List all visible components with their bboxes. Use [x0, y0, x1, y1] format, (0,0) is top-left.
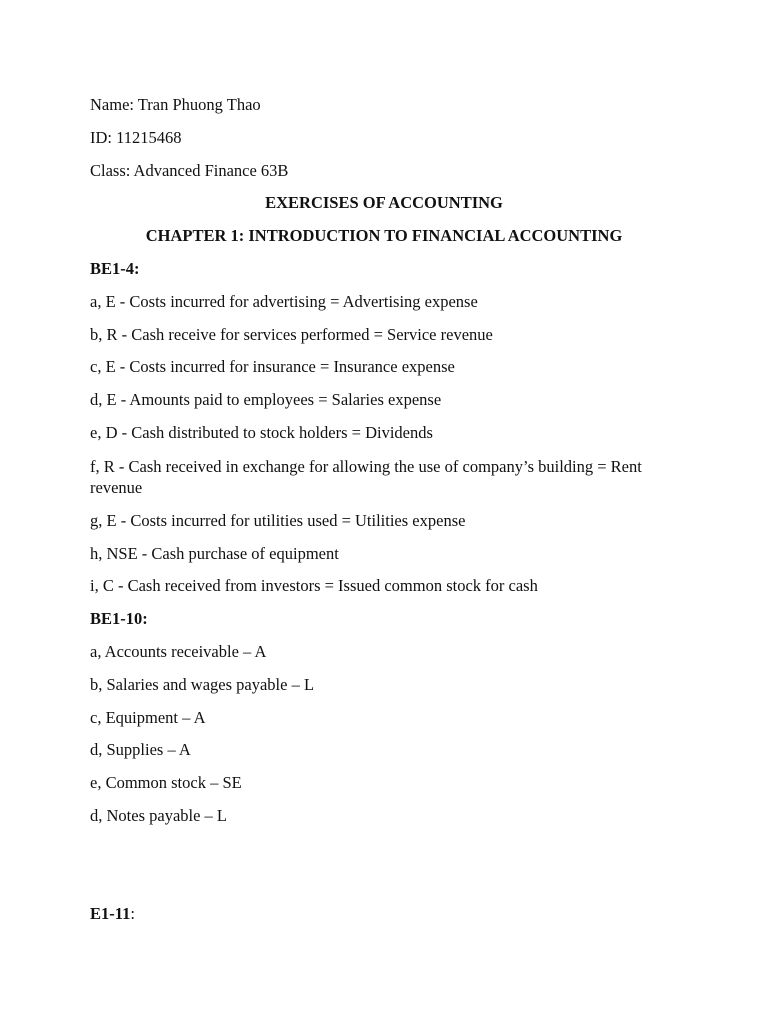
list-item: a, Accounts receivable – A [90, 642, 267, 661]
student-class: Class: Advanced Finance 63B [90, 161, 289, 180]
document-title: EXERCISES OF ACCOUNTING [265, 193, 503, 212]
list-item: i, C - Cash received from investors = Issued common stock for cash [90, 576, 538, 595]
list-item: e, Common stock – SE [90, 773, 242, 792]
student-id: ID: 11215468 [90, 128, 182, 147]
list-item: a, E - Costs incurred for advertising = Advertising expense [90, 292, 478, 311]
list-item: d, E - Amounts paid to employees = Salaries expense [90, 390, 442, 409]
list-item: b, Salaries and wages payable – L [90, 675, 315, 694]
list-item: c, E - Costs incurred for insurance = Insurance expense [90, 357, 455, 376]
list-item: g, E - Costs incurred for utilities used = Utilities expense [90, 511, 466, 530]
list-item: f, R - Cash received in exchange for allowing the use of company’s building = Rent revenue [90, 457, 642, 497]
section-heading-e1-11 [90, 904, 135, 924]
section-heading-be1-10: BE1-10: [90, 609, 148, 628]
section-heading-be1-4: BE1-4: [90, 259, 140, 278]
list-item: b, R - Cash receive for services performed = Service revenue [90, 325, 493, 344]
list-item: e, D - Cash distributed to stock holders = Dividends [90, 423, 433, 442]
list-item: d, Notes payable – L [90, 806, 228, 825]
section-heading-e1-11-colon: : [130, 904, 135, 923]
list-item: d, Supplies – A [90, 740, 191, 759]
list-item: h, NSE - Cash purchase of equipment [90, 544, 339, 563]
section-heading-e1-11-label: E1-11 [90, 904, 131, 923]
chapter-title: CHAPTER 1: INTRODUCTION TO FINANCIAL ACCOUNTING [145, 226, 623, 245]
list-item: c, Equipment – A [90, 708, 206, 727]
student-name: Name: Tran Phuong Thao [90, 95, 261, 114]
